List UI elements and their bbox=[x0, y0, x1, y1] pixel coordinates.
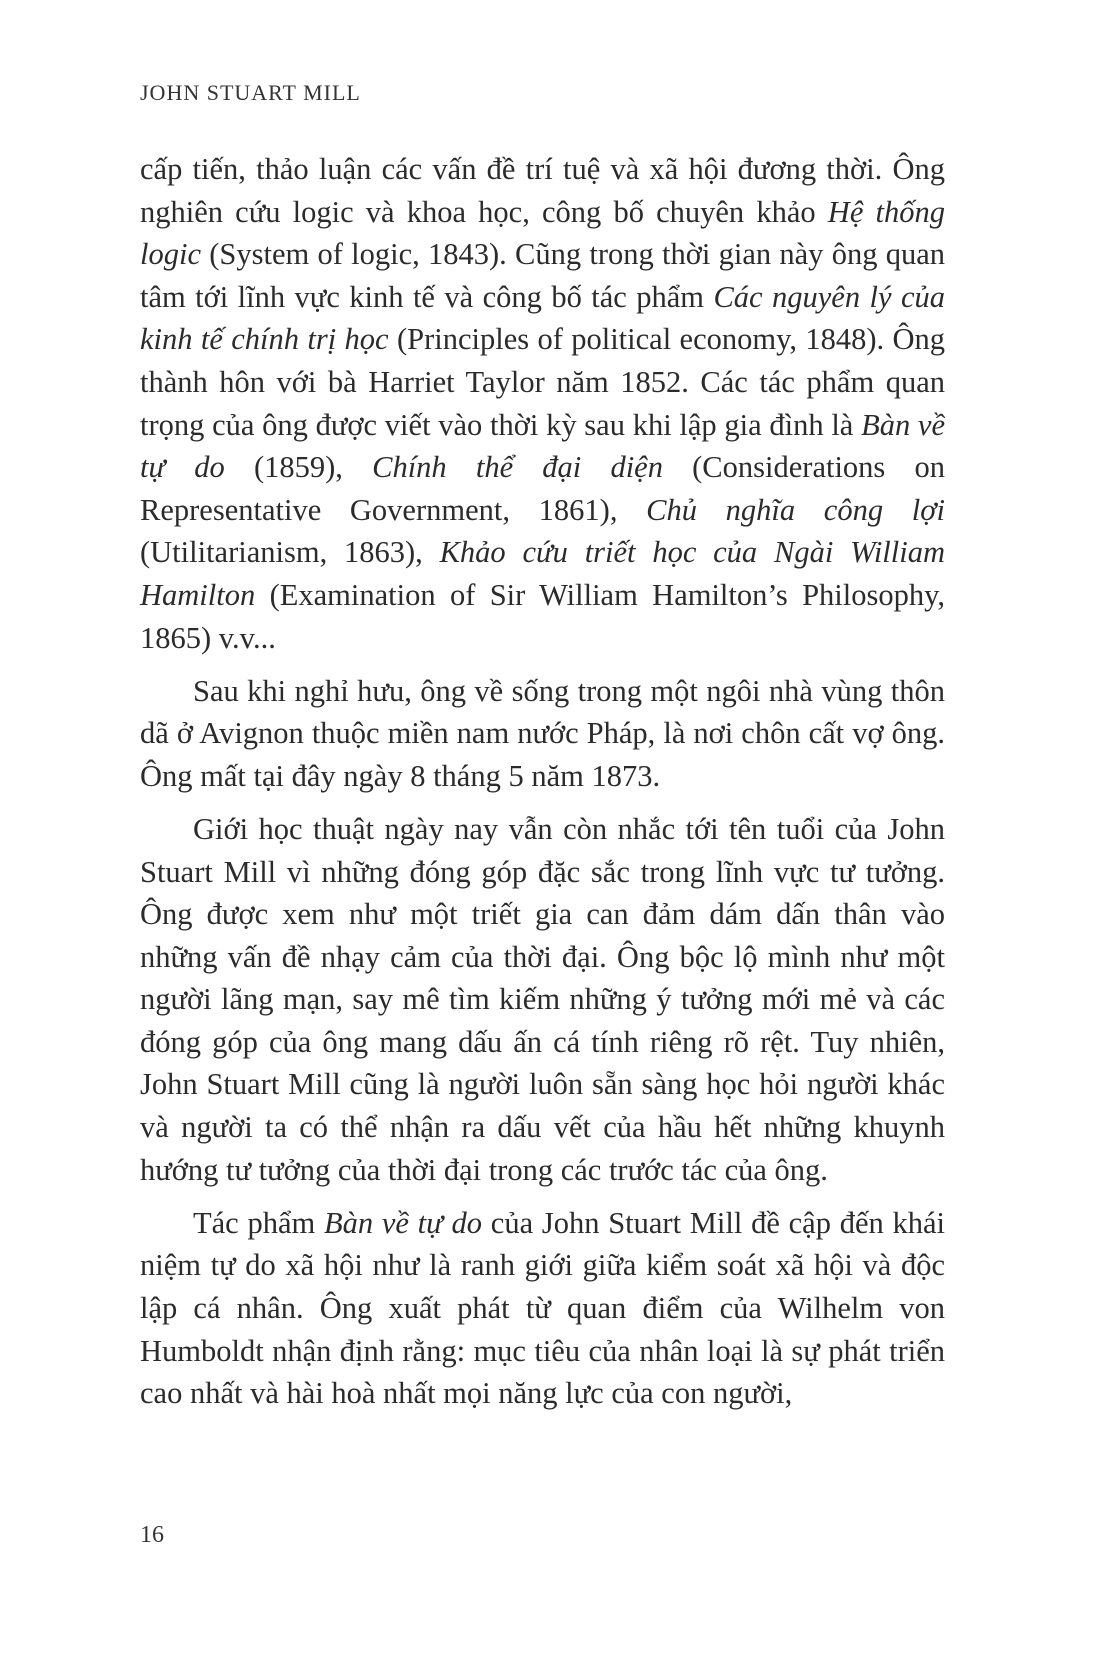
text-run: Tác phẩm bbox=[193, 1205, 324, 1240]
text-run: Giới học thuật ngày nay vẫn còn nhắc tới tên tuổi của John Stuart Mill vì những đóng góp đặc sắc trong lĩnh vực tư tưởng. Ông được xem như một triết gia can đảm dám dấn thân vào những vấn đề nhạy cảm của thời đại. Ông bộc lộ mình như một người lãng mạn, say mê tìm kiếm những ý tưởng mới mẻ và các đóng góp của ông mang dấu ấn cá tính riêng rõ rệt. Tuy nhiên, John Stuart Mill cũng là người luôn sẵn sàng học hỏi người khác và người ta có thể nhận ra dấu vết của hầu hết những khuynh hướng tư tưởng của thời đại trong các trước tác của ông. bbox=[140, 811, 945, 1187]
page-number: 16 bbox=[140, 1522, 164, 1548]
book-title: Bàn về tự do bbox=[140, 407, 945, 485]
book-title: Các nguyên lý của kinh tế chính trị học bbox=[140, 279, 945, 357]
book-title: Hệ thống logic bbox=[140, 194, 945, 272]
text-run: (Considerations on Representative Government, 1861), bbox=[140, 450, 945, 527]
running-head: JOHN STUART MILL bbox=[140, 80, 361, 105]
text-run: Sau khi nghỉ hưu, ông về sống trong một ngôi nhà vùng thôn dã ở Avignon thuộc miền nam nước Pháp, là nơi chôn cất vợ ông. Ông mất tại đây ngày 8 tháng 5 năm 1873. bbox=[140, 673, 945, 793]
text-run: (System of logic, 1843). Cũng trong thời gian này ông quan tâm tới lĩnh vực kinh tế và công bố tác phẩm bbox=[140, 237, 945, 314]
book-title: Khảo cứu triết học của Ngài William Hamilton bbox=[140, 535, 945, 612]
paragraph-1 bbox=[140, 148, 945, 659]
text-run: cấp tiến, thảo luận các vấn đề trí tuệ và xã hội đương thời. Ông nghiên cứu logic và khoa học, công bố chuyên khảo bbox=[140, 152, 945, 229]
paragraph-4 bbox=[140, 1202, 945, 1415]
text-run: (Utilitarianism, 1863), bbox=[140, 535, 440, 570]
body-text bbox=[140, 148, 945, 1425]
paragraph-2 bbox=[140, 670, 945, 798]
text-run: (Principles of political economy, 1848). Ông thành hôn với bà Harriet Taylor năm 1852. Các tác phẩm quan trọng của ông được viết vào thời kỳ sau khi lập gia đình là bbox=[140, 322, 946, 442]
book-title: Bàn về tự do bbox=[323, 1205, 483, 1240]
paragraph-3 bbox=[140, 808, 945, 1191]
text-run: (Examination of Sir William Hamilton’s Philosophy, 1865) v.v... bbox=[140, 577, 945, 655]
text-run: (1859), bbox=[224, 450, 373, 485]
book-title: Chủ nghĩa công lợi bbox=[646, 492, 945, 527]
text-run: của John Stuart Mill đề cập đến khái niệm tự do xã hội như là ranh giới giữa kiểm soát xã hội và độc lập cá nhân. Ông xuất phát từ quan điểm của Wilhelm von Humboldt nhận định rằng: mục tiêu của nhân loại là sự phát triển cao nhất và hài hoà nhất mọi năng lực của con người, bbox=[140, 1205, 945, 1411]
book-title: Chính thể đại diện bbox=[372, 450, 663, 485]
